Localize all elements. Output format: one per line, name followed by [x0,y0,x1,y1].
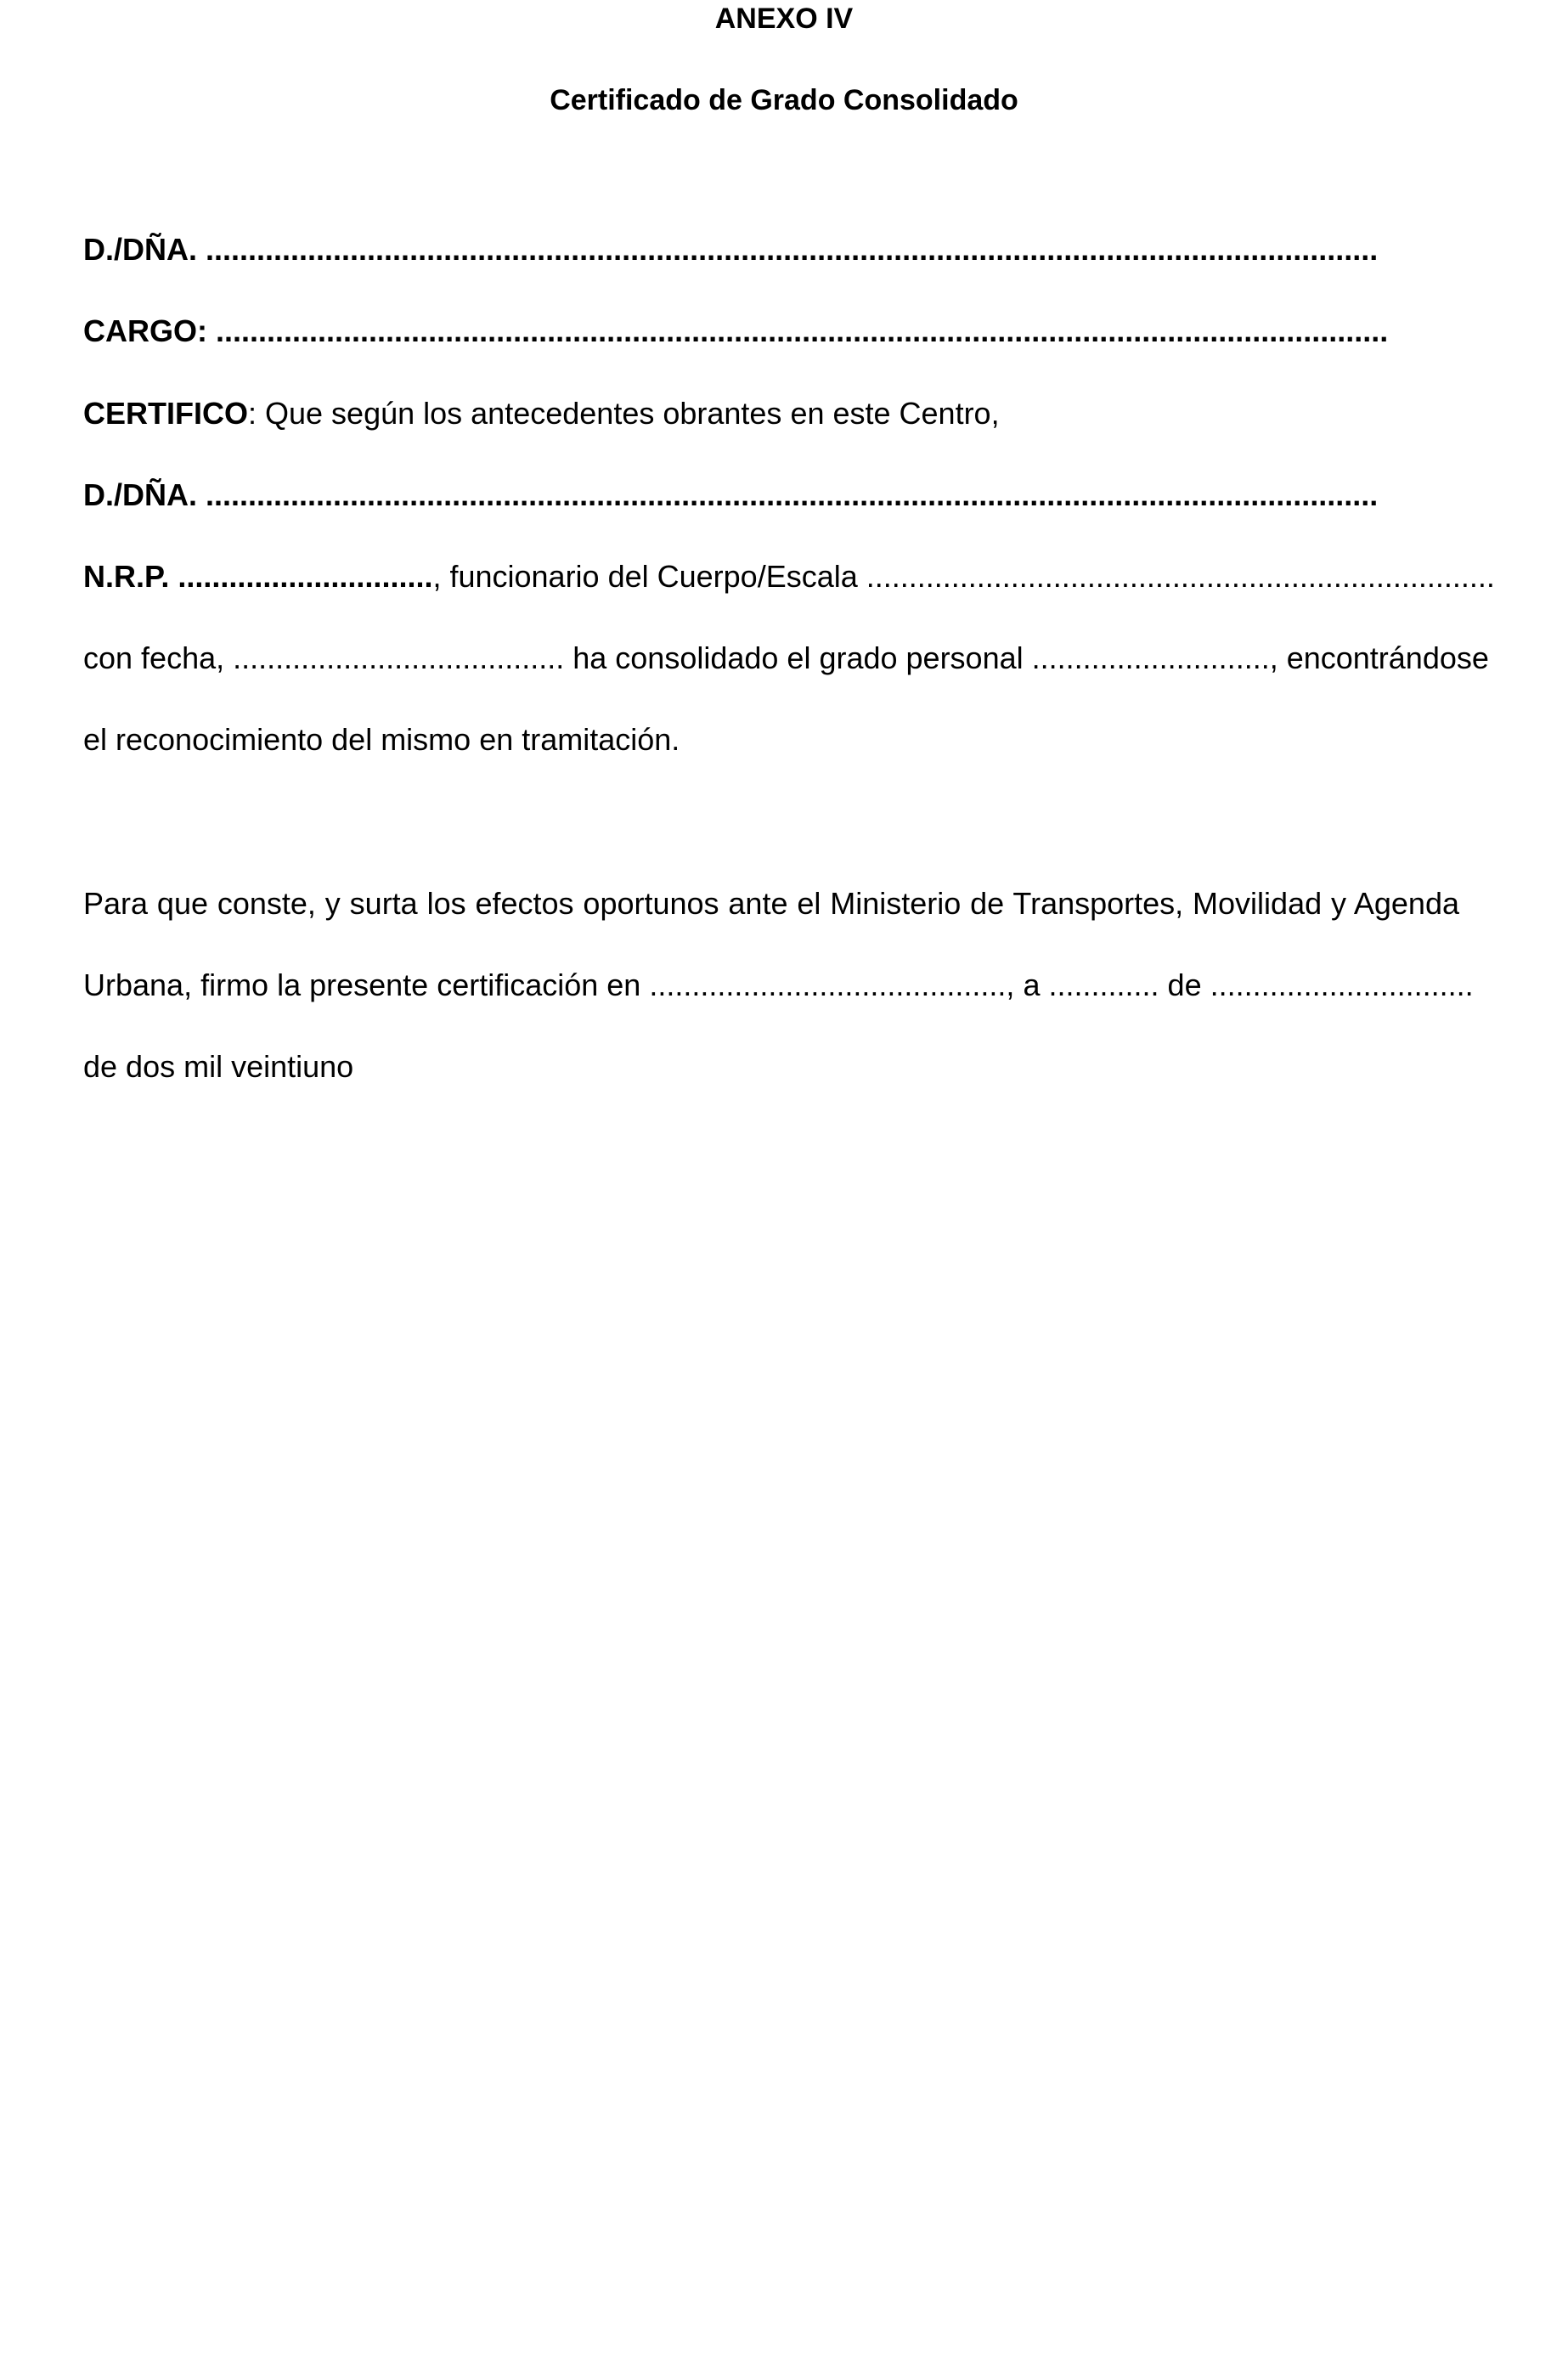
name-label: D./DÑA. [83,232,197,267]
name2-label: D./DÑA. [83,477,197,512]
encontrandose-text: , encontrándose [1269,640,1489,675]
nrp-text: , funcionario del Cuerpo/Escala [432,559,858,594]
name2-field-line [83,476,1459,515]
closing-line-1: Para que conste, y surta los efectos oportunos ante el Ministerio de Transportes, Movilidad y Agenda [83,886,1459,921]
nrp-line [83,557,1495,596]
closing-line-3: de dos mil veintiuno [83,1049,354,1084]
closing-line-2 [83,966,1474,1005]
fecha-line [83,639,1489,678]
name-field-dots[interactable]: .......................................................................................................................................... [206,232,1379,267]
certifico-label: CERTIFICO [83,396,248,431]
nrp-label: N.R.P. [83,559,170,594]
de-text: de [1167,967,1202,1002]
grado-text: ha consolidado el grado personal [572,640,1024,675]
annex-heading: ANEXO IV [714,3,854,35]
document-title: Certificado de Grado Consolidado [550,84,1018,116]
a-text: a [1023,967,1041,1002]
tramitacion-line: el reconocimiento del mismo en tramitación. [83,722,680,757]
cargo-field-line [83,312,1459,351]
certifico-line [83,394,1459,433]
cargo-field-dots[interactable]: .......................................................................................................................................... [216,313,1389,348]
name2-field-dots[interactable]: .......................................................................................................................................... [206,477,1379,512]
name-field-line [83,230,1459,269]
month-field-dots[interactable]: ............................... [1210,967,1474,1002]
closing-text: Urbana, firmo la presente certificación en [83,967,641,1002]
grado-field-dots[interactable]: ............................ [1031,640,1270,675]
certifico-text: : Que según los antecedentes obrantes en este Centro, [248,396,1000,431]
day-field-dots[interactable]: ............. [1048,967,1159,1002]
escala-field-dots[interactable]: .......................................................................... [866,559,1495,594]
nrp-field-dots[interactable]: .............................. [178,559,433,594]
place-field-dots[interactable]: .........................................., [649,967,1015,1002]
fecha-field-dots[interactable]: ....................................... [233,640,565,675]
fecha-text: con fecha, [83,640,225,675]
cargo-label: CARGO: [83,313,207,348]
